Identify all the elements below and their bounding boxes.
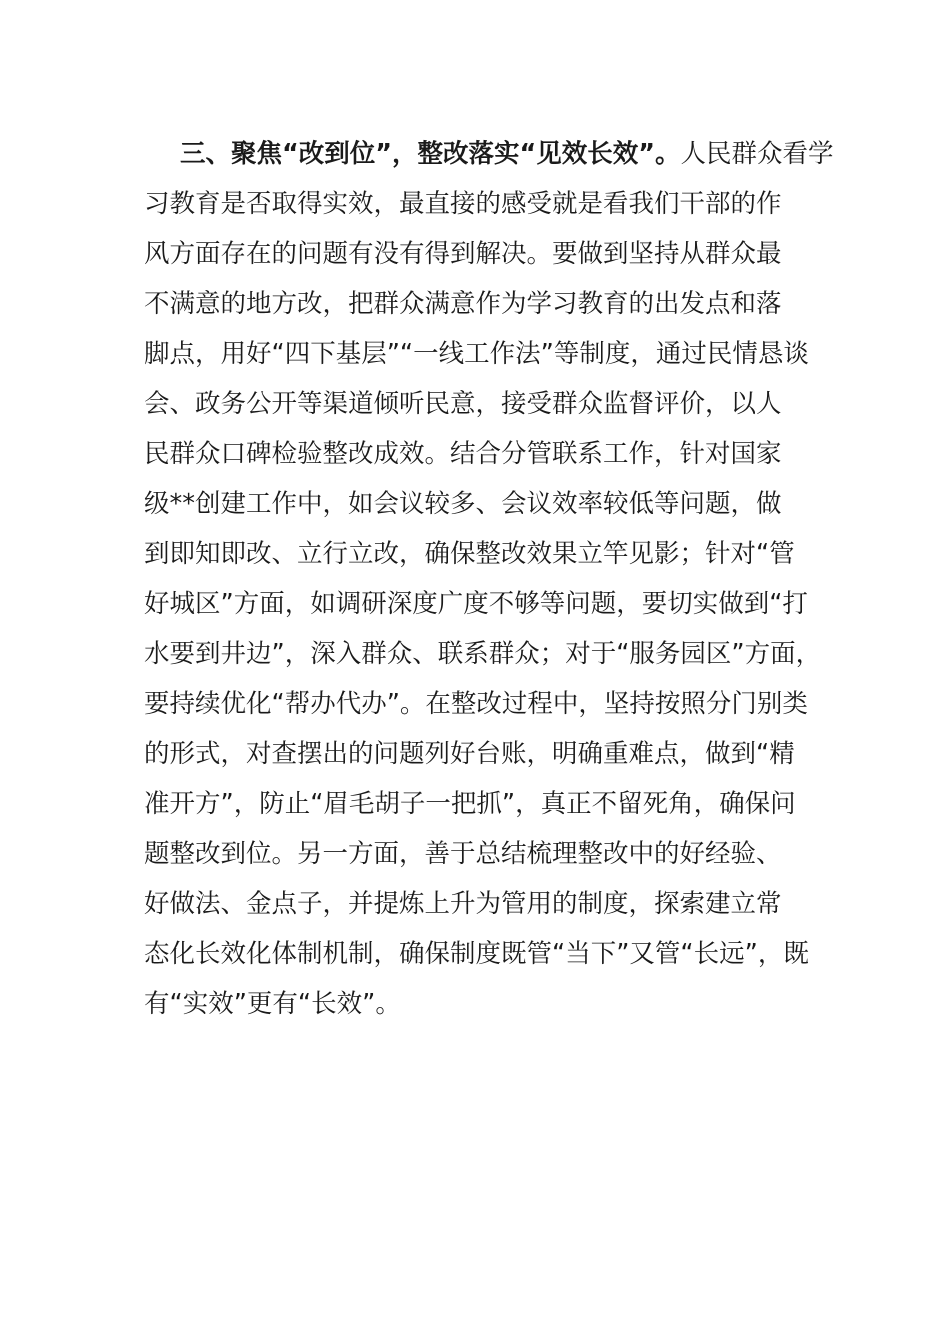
paragraph-line: 水要到井边”，深入群众、联系群众；对于“服务园区”方面， <box>144 639 822 669</box>
paragraph-line <box>144 129 834 179</box>
paragraph-line: 的形式，对查摆出的问题列好台账，明确重难点，做到“精 <box>144 739 795 769</box>
paragraph-line: 准开方”，防止“眉毛胡子一把抓”，真正不留死角，确保问 <box>144 789 796 819</box>
section-heading: 三、聚焦“改到位”，整改落实“见效长效”。 <box>180 139 681 169</box>
paragraph-line: 好城区”方面，如调研深度广度不够等问题，要切实做到“打 <box>144 589 808 619</box>
paragraph-line: 脚点，用好“四下基层”“一线工作法”等制度，通过民情恳谈 <box>144 339 809 369</box>
paragraph-line: 民群众口碑检验整改成效。结合分管联系工作，针对国家 <box>144 439 782 469</box>
paragraph-line: 有“实效”更有“长效”。 <box>144 989 401 1019</box>
paragraph-line: 好做法、金点子，并提炼上升为管用的制度，探索建立常 <box>144 889 782 919</box>
paragraph-line-text: 人民群众看学 <box>680 139 834 169</box>
paragraph-line: 到即知即改、立行立改，确保整改效果立竿见影；针对“管 <box>144 539 795 569</box>
paragraph-line: 态化长效化体制机制，确保制度既管“当下”又管“长远”，既 <box>144 939 809 969</box>
paragraph-line: 不满意的地方改，把群众满意作为学习教育的出发点和落 <box>144 289 782 319</box>
paragraph-line: 风方面存在的问题有没有得到解决。要做到坚持从群众最 <box>144 239 782 269</box>
body-paragraph <box>144 129 834 1029</box>
paragraph-line: 级**创建工作中，如会议较多、会议效率较低等问题，做 <box>144 489 782 519</box>
paragraph-line: 要持续优化“帮办代办”。在整改过程中，坚持按照分门别类 <box>144 689 808 719</box>
paragraph-line: 习教育是否取得实效，最直接的感受就是看我们干部的作 <box>144 189 782 219</box>
paragraph-line: 会、政务公开等渠道倾听民意，接受群众监督评价，以人 <box>144 389 782 419</box>
paragraph-line: 题整改到位。另一方面，善于总结梳理整改中的好经验、 <box>144 839 782 869</box>
